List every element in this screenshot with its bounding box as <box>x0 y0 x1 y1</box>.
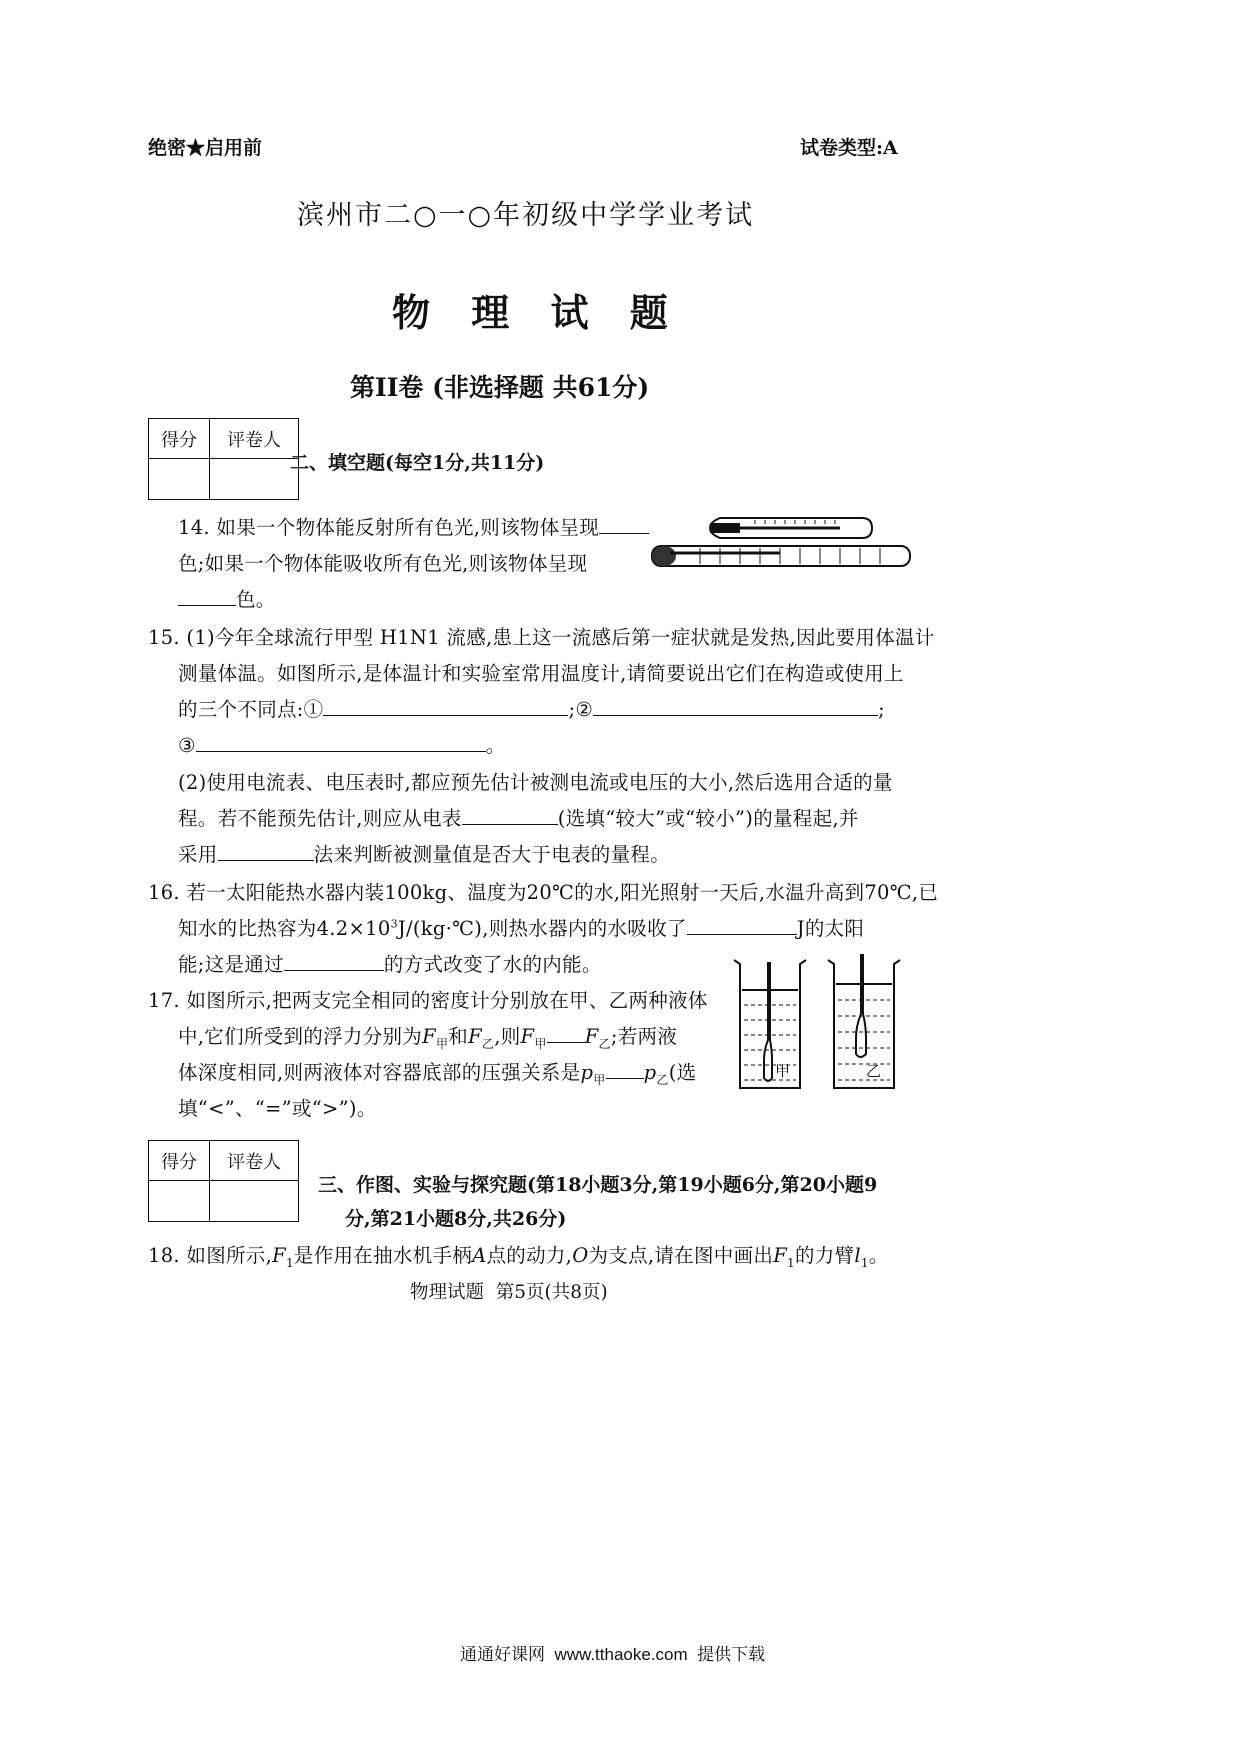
score-header-2: 得分 <box>149 1141 210 1181</box>
q16-line1: 16. 若一太阳能热水器内装100kg、温度为20℃的水,阳光照射一天后,水温升高到70℃,已 <box>148 881 939 904</box>
q17-line2: 中,它们所受到的浮力分别为$F_甲$和$F_乙$,则$F_甲$ $F_乙$;若两液 <box>178 1025 678 1051</box>
q17-line1: 17. 如图所示,把两支完全相同的密度计分别放在甲、乙两种液体 <box>148 989 708 1012</box>
q15-line5: (2)使用电流表、电压表时,都应预先估计被测电流或电压的大小,然后选用合适的量 <box>178 771 893 794</box>
q16-blank1[interactable] <box>687 916 797 935</box>
section3-heading-line1: 三、作图、实验与探究题(第18小题3分,第19小题6分,第20小题9 <box>318 1174 878 1196</box>
q15-blank1[interactable] <box>323 697 568 716</box>
grader-header: 评卷人 <box>210 419 299 459</box>
q17-blank1[interactable] <box>547 1024 585 1043</box>
volume-title: 第II卷 (非选择题 共61分) <box>350 373 650 402</box>
q16-line2: 知水的比热容为$4.2\times 10^3J/(kg\cdot℃)$,则热水器内的水吸收了 J的太阳 <box>178 917 865 940</box>
exam-title: 滨州市二○一○年初级中学学业考试 <box>297 200 755 231</box>
q17-blank2[interactable] <box>606 1060 644 1079</box>
score-cell-2[interactable] <box>149 1181 210 1222</box>
confidential-label: 绝密★启用前 <box>148 137 263 159</box>
paper-type-label: 试卷类型:A <box>800 137 898 159</box>
container-yi <box>828 954 900 1088</box>
score-header: 得分 <box>149 419 210 459</box>
q17-line4: 填“<”、“=”或“>”)。 <box>178 1097 377 1120</box>
q14-blank2[interactable] <box>178 587 236 606</box>
q15-line1: 15. (1)今年全球流行甲型 H1N1 流感,患上这一流感后第一症状就是发热,因此要用体温计 <box>148 626 935 649</box>
q17-line3: 体深度相同,则两液体对容器底部的压强关系是$p_甲$ $p_乙$(选 <box>178 1061 697 1087</box>
q15-line3: 的三个不同点:① ;② ; <box>178 698 886 721</box>
q14-line3: 色。 <box>178 584 276 612</box>
clinical-thermometer <box>710 518 872 538</box>
q15-blank3[interactable] <box>196 733 486 752</box>
lab-thermometer <box>652 546 910 566</box>
q15-line4: ③ 。 <box>178 734 506 757</box>
q18-line: 18. 如图所示$,F_1$是作用在抽水机手柄A点的动力,O为支点,请在图中画出$F_1$的力臂$l_1$。 <box>148 1244 889 1270</box>
thermometer-figure <box>640 512 920 582</box>
hydrometer-figure <box>728 950 910 1095</box>
container-jia <box>734 960 806 1088</box>
q16-blank2[interactable] <box>284 952 384 971</box>
q15-blank2[interactable] <box>593 697 878 716</box>
score-box <box>148 418 299 500</box>
grader-cell-2[interactable] <box>210 1181 299 1222</box>
q14-line1: 14. 如果一个物体能反射所有色光,则该物体呈现 <box>178 512 649 540</box>
q15-blank5[interactable] <box>218 842 314 861</box>
label-yi: 乙 <box>866 1062 882 1080</box>
q15-blank4[interactable] <box>462 806 558 825</box>
q14-blank1[interactable] <box>599 515 649 534</box>
watermark-footer: 通通好课网 www.tthaoke.com 提供下载 <box>460 1645 766 1664</box>
q14-line2: 色;如果一个物体能吸收所有色光,则该物体呈现 <box>178 552 588 575</box>
section3-heading-line2: 分,第21小题8分,共26分) <box>345 1208 567 1230</box>
section2-heading: 二、填空题(每空1分,共11分) <box>290 452 545 474</box>
subject-title: 物 理 试 题 <box>392 290 682 335</box>
label-jia: 甲 <box>775 1062 791 1080</box>
score-cell[interactable] <box>149 459 210 500</box>
score-box-2 <box>148 1140 299 1222</box>
grader-cell[interactable] <box>210 459 299 500</box>
q15-line2: 测量体温。如图所示,是体温计和实验室常用温度计,请简要说出它们在构造或使用上 <box>178 662 904 685</box>
grader-header-2: 评卷人 <box>210 1141 299 1181</box>
q16-line3: 能;这是通过 的方式改变了水的内能。 <box>178 953 602 976</box>
q15-line6: 程。若不能预先估计,则应从电表 (选填“较大”或“较小”)的量程起,并 <box>178 807 859 830</box>
q15-line7: 采用 法来判断被测量值是否大于电表的量程。 <box>178 843 671 866</box>
page-footer: 物理试题 第5页(共8页) <box>410 1282 608 1303</box>
